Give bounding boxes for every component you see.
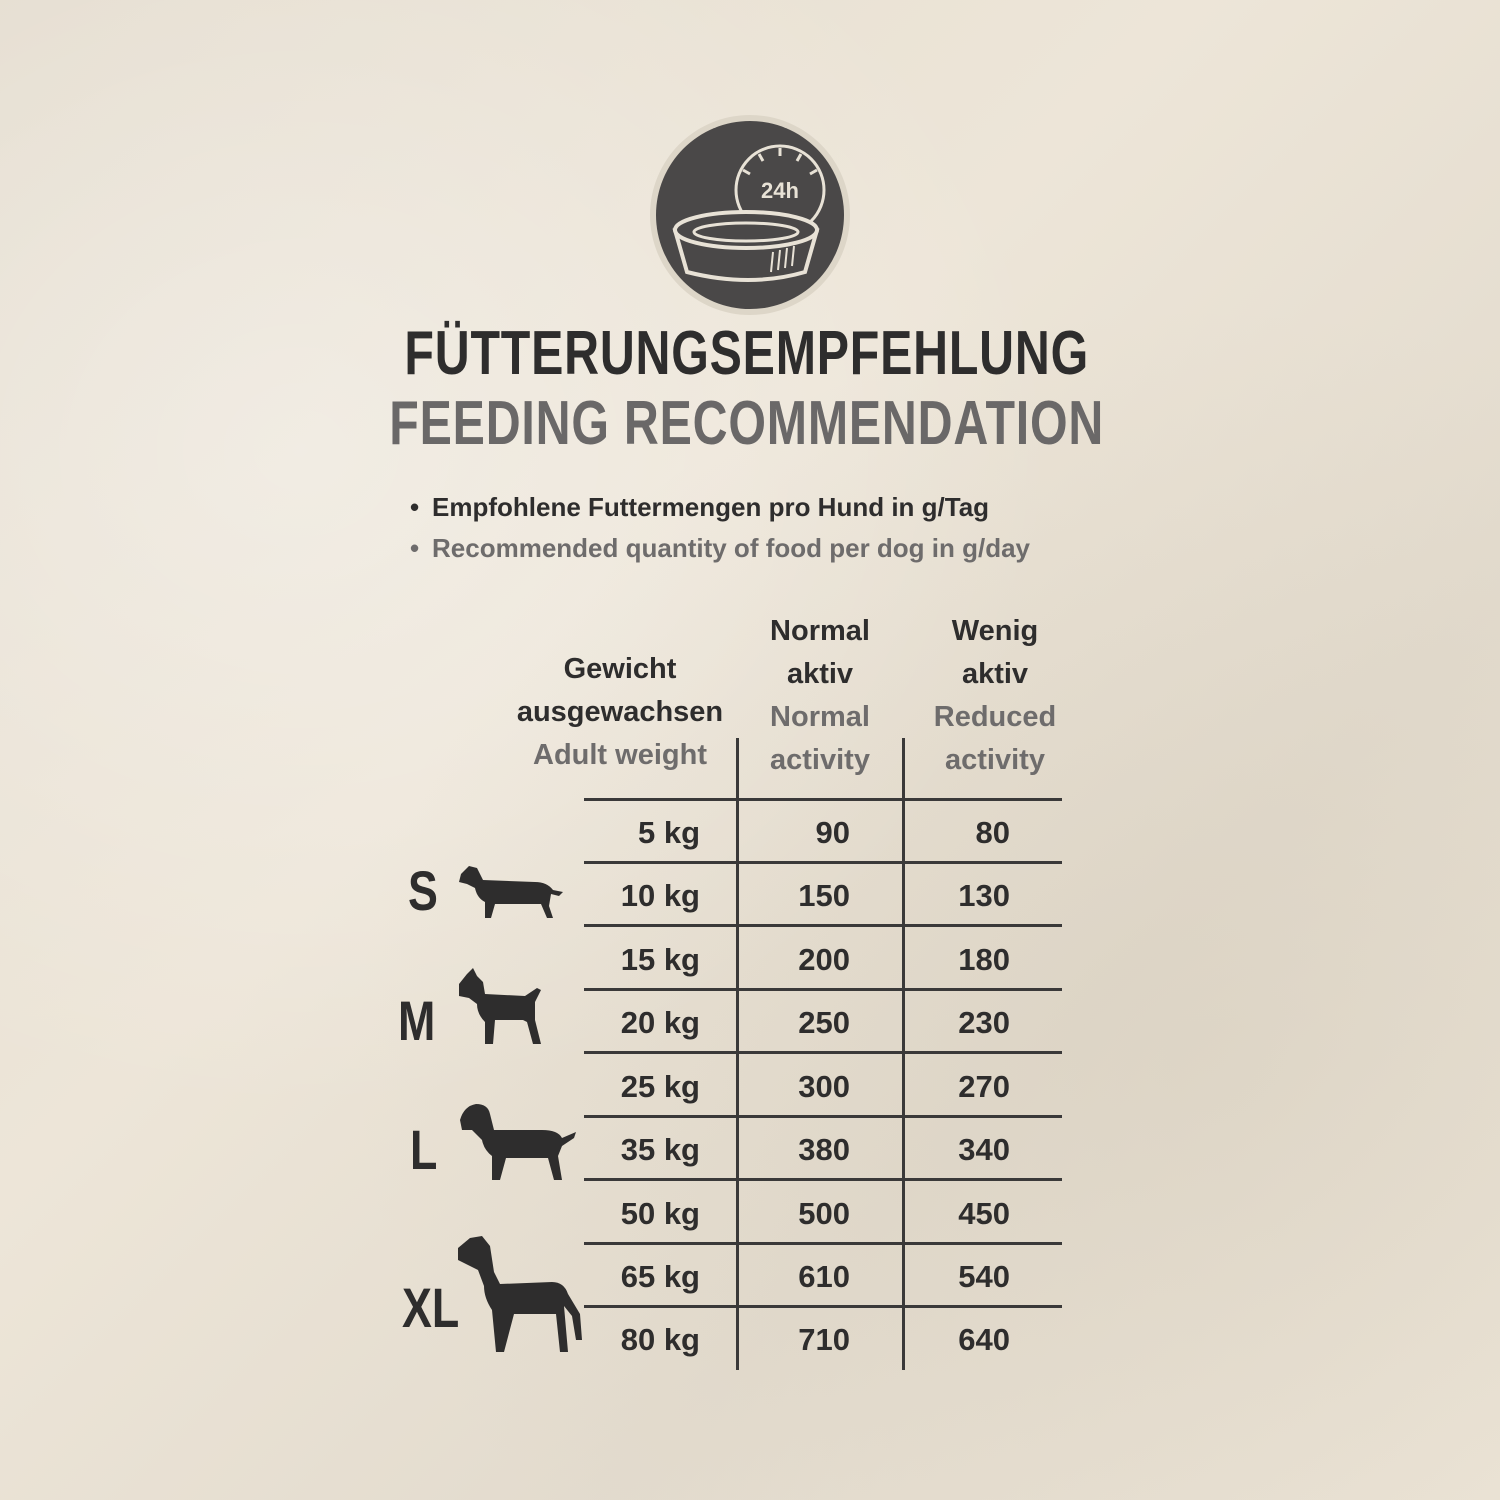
cell-normal: 610: [798, 1259, 850, 1294]
bullet-german-text: Empfohlene Futtermengen pro Hund in g/Tag: [432, 492, 990, 522]
cell-weight: 50 kg: [620, 1196, 700, 1231]
size-label-l: L: [410, 1118, 438, 1181]
header-weight: [490, 648, 750, 777]
header-reduced-en-1: Reduced: [933, 701, 1057, 733]
size-label-xl: XL: [402, 1276, 460, 1339]
title-english: FEEDING RECOMMENDATION: [389, 389, 1105, 458]
header-weight-de-1: Gewicht: [563, 653, 677, 685]
header-reduced-de-1: Wenig: [951, 615, 1039, 647]
cell-weight: 5 kg: [637, 815, 700, 850]
header-weight-en: Adult weight: [533, 739, 707, 771]
header-normal-de-1: Normal: [770, 615, 870, 647]
cell-normal: 200: [798, 942, 850, 977]
title-german: FÜTTERUNGSEMPFEHLUNG: [404, 319, 1089, 388]
cell-reduced: 450: [958, 1196, 1010, 1231]
cell-weight: 65 kg: [620, 1259, 700, 1294]
row-divider: [584, 1242, 1062, 1245]
schnauzer-icon: [455, 968, 550, 1046]
cell-normal: 300: [798, 1069, 850, 1104]
cell-reduced: 230: [958, 1005, 1010, 1040]
column-divider: [902, 738, 905, 1370]
bullet-german: • Empfohlene Futtermengen pro Hund in g/Tag: [410, 492, 990, 522]
header-normal-de-2: aktiv: [786, 658, 854, 690]
cell-reduced: 540: [958, 1259, 1010, 1294]
dachshund-icon: [455, 862, 565, 922]
cell-normal: 380: [798, 1132, 850, 1167]
header-normal: [740, 610, 900, 782]
row-divider: [584, 798, 1062, 801]
cell-weight: 15 kg: [620, 942, 700, 977]
cell-weight: 25 kg: [620, 1069, 700, 1104]
labrador-icon: [458, 1100, 578, 1182]
row-divider: [584, 1178, 1062, 1181]
cell-weight: 35 kg: [620, 1132, 700, 1167]
row-divider: [584, 861, 1062, 864]
cell-weight: 80 kg: [620, 1322, 700, 1357]
bullet-english-text: Recommended quantity of food per dog in g/day: [432, 533, 1031, 563]
cell-reduced: 270: [958, 1069, 1010, 1104]
bullet-english: • Recommended quantity of food per dog in g/day: [410, 533, 1031, 563]
row-divider: [584, 988, 1062, 991]
cell-reduced: 80: [975, 815, 1010, 850]
row-divider: [584, 924, 1062, 927]
row-divider: [584, 1305, 1062, 1308]
cell-normal: 500: [798, 1196, 850, 1231]
header-reduced: [905, 610, 1085, 782]
size-label-m: M: [398, 989, 436, 1052]
column-divider: [736, 738, 739, 1370]
cell-weight: 10 kg: [620, 878, 700, 913]
cell-normal: 710: [798, 1322, 850, 1357]
header-reduced-de-2: aktiv: [961, 658, 1029, 690]
badge-label: 24h: [761, 178, 799, 203]
cell-reduced: 340: [958, 1132, 1010, 1167]
cell-reduced: 640: [958, 1322, 1010, 1357]
cell-normal: 150: [798, 878, 850, 913]
cell-weight: 20 kg: [620, 1005, 700, 1040]
cell-normal: 90: [815, 815, 850, 850]
header-normal-en-2: activity: [770, 744, 870, 776]
food-bowl-clock-icon: [647, 112, 853, 318]
header-weight-de-2: ausgewachsen: [516, 696, 724, 728]
header-normal-en-1: Normal: [770, 701, 870, 733]
header-reduced-en-2: activity: [945, 744, 1045, 776]
cell-normal: 250: [798, 1005, 850, 1040]
row-divider: [584, 1115, 1062, 1118]
great-dane-icon: [456, 1236, 584, 1356]
cell-reduced: 180: [958, 942, 1010, 977]
row-divider: [584, 1051, 1062, 1054]
cell-reduced: 130: [958, 878, 1010, 913]
size-label-s: S: [408, 859, 438, 922]
